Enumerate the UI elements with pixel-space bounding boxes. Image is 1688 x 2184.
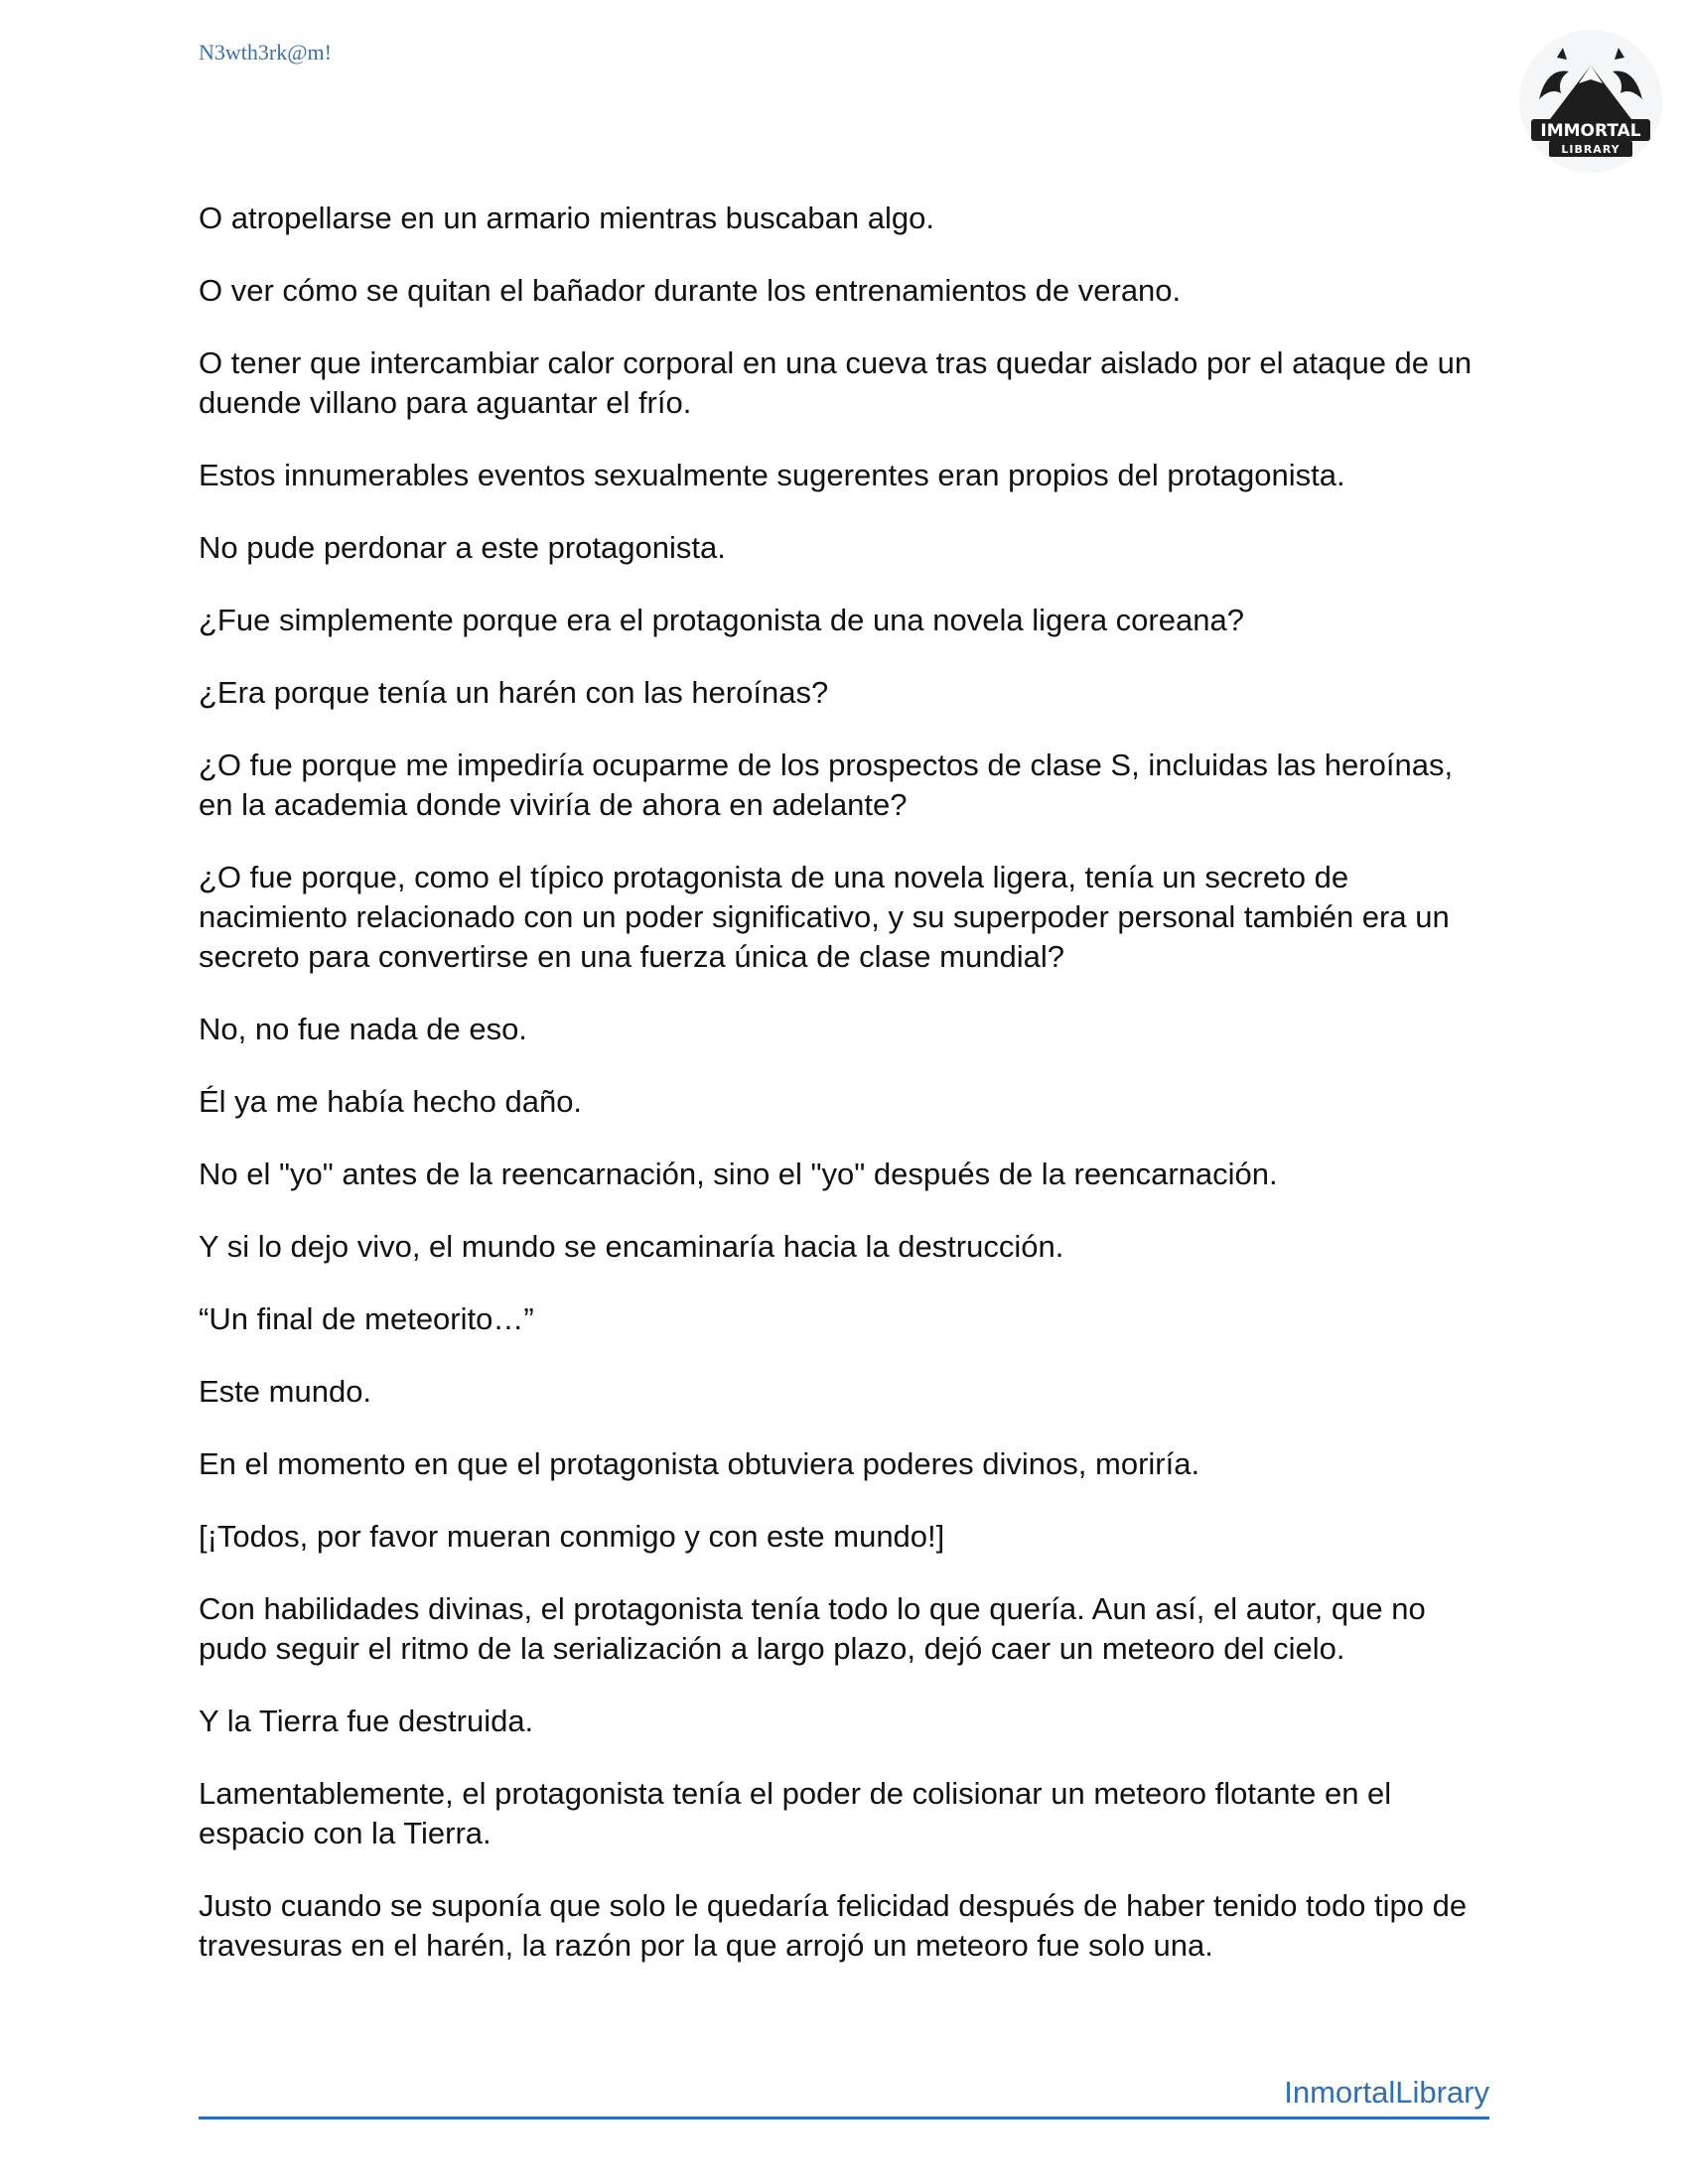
paragraph: ¿O fue porque me impediría ocuparme de los prospectos de clase S, incluidas las heroínas, en la academia donde viviría de ahora en adelante? <box>199 748 1454 822</box>
footer-link-inmortallibrary[interactable]: InmortalLibrary <box>1284 2075 1489 2110</box>
paragraph: O tener que intercambiar calor corporal en una cueva tras quedar aislado por el ataque de un duende villano para aguantar el frío. <box>199 345 1473 420</box>
paragraph: No pude perdonar a este protagonista. <box>199 530 726 565</box>
immortal-library-logo <box>1517 28 1664 175</box>
paragraph: Y la Tierra fue destruida. <box>199 1704 534 1738</box>
paragraph: [¡Todos, por favor mueran conmigo y con este mundo!] <box>199 1519 945 1554</box>
paragraph: Lamentablemente, el protagonista tenía el poder de colisionar un meteoro flotante en el espacio con la Tierra. <box>199 1776 1392 1850</box>
paragraph: No, no fue nada de eso. <box>199 1012 527 1046</box>
footer-rule <box>199 2073 1489 2119</box>
header-watermark: N3wth3rk@m! <box>199 40 332 65</box>
paragraph: ¿Fue simplemente porque era el protagonista de una novela ligera coreana? <box>199 603 1244 637</box>
paragraph: ¿Era porque tenía un harén con las heroínas? <box>199 675 829 710</box>
paragraph: Y si lo dejo vivo, el mundo se encaminaría hacia la destrucción. <box>199 1229 1064 1264</box>
paragraph: Estos innumerables eventos sexualmente sugerentes eran propios del protagonista. <box>199 458 1345 492</box>
paragraph: Este mundo. <box>199 1374 372 1409</box>
paragraph: ¿O fue porque, como el típico protagonista de una novela ligera, tenía un secreto de nacimiento relacionado con un poder significativo, y su superpoder personal también era un secreto para convertirse en una fuerza única de clase mundial? <box>199 860 1450 974</box>
paragraph: En el momento en que el protagonista obtuviera poderes divinos, moriría. <box>199 1446 1200 1481</box>
paragraph: “Un final de meteorito…” <box>199 1301 534 1336</box>
paragraph: No el "yo" antes de la reencarnación, sino el "yo" después de la reencarnación. <box>199 1157 1278 1191</box>
logo-text-bottom: LIBRARY <box>1561 143 1620 156</box>
logo-text-top: IMMORTAL <box>1540 121 1641 141</box>
paragraph: Con habilidades divinas, el protagonista tenía todo lo que quería. Aun así, el autor, que no pudo seguir el ritmo de la serialización a largo plazo, dejó caer un meteoro del cielo. <box>199 1591 1426 1666</box>
document-body <box>199 199 1489 1998</box>
paragraph: O ver cómo se quitan el bañador durante los entrenamientos de verano. <box>199 273 1182 308</box>
paragraph: Justo cuando se suponía que solo le quedaría felicidad después de haber tenido todo tipo de travesuras en el harén, la razón por la que arrojó un meteoro fue solo una. <box>199 1888 1468 1963</box>
paragraph: Él ya me había hecho daño. <box>199 1084 583 1119</box>
paragraph: O atropellarse en un armario mientras buscaban algo. <box>199 201 934 235</box>
